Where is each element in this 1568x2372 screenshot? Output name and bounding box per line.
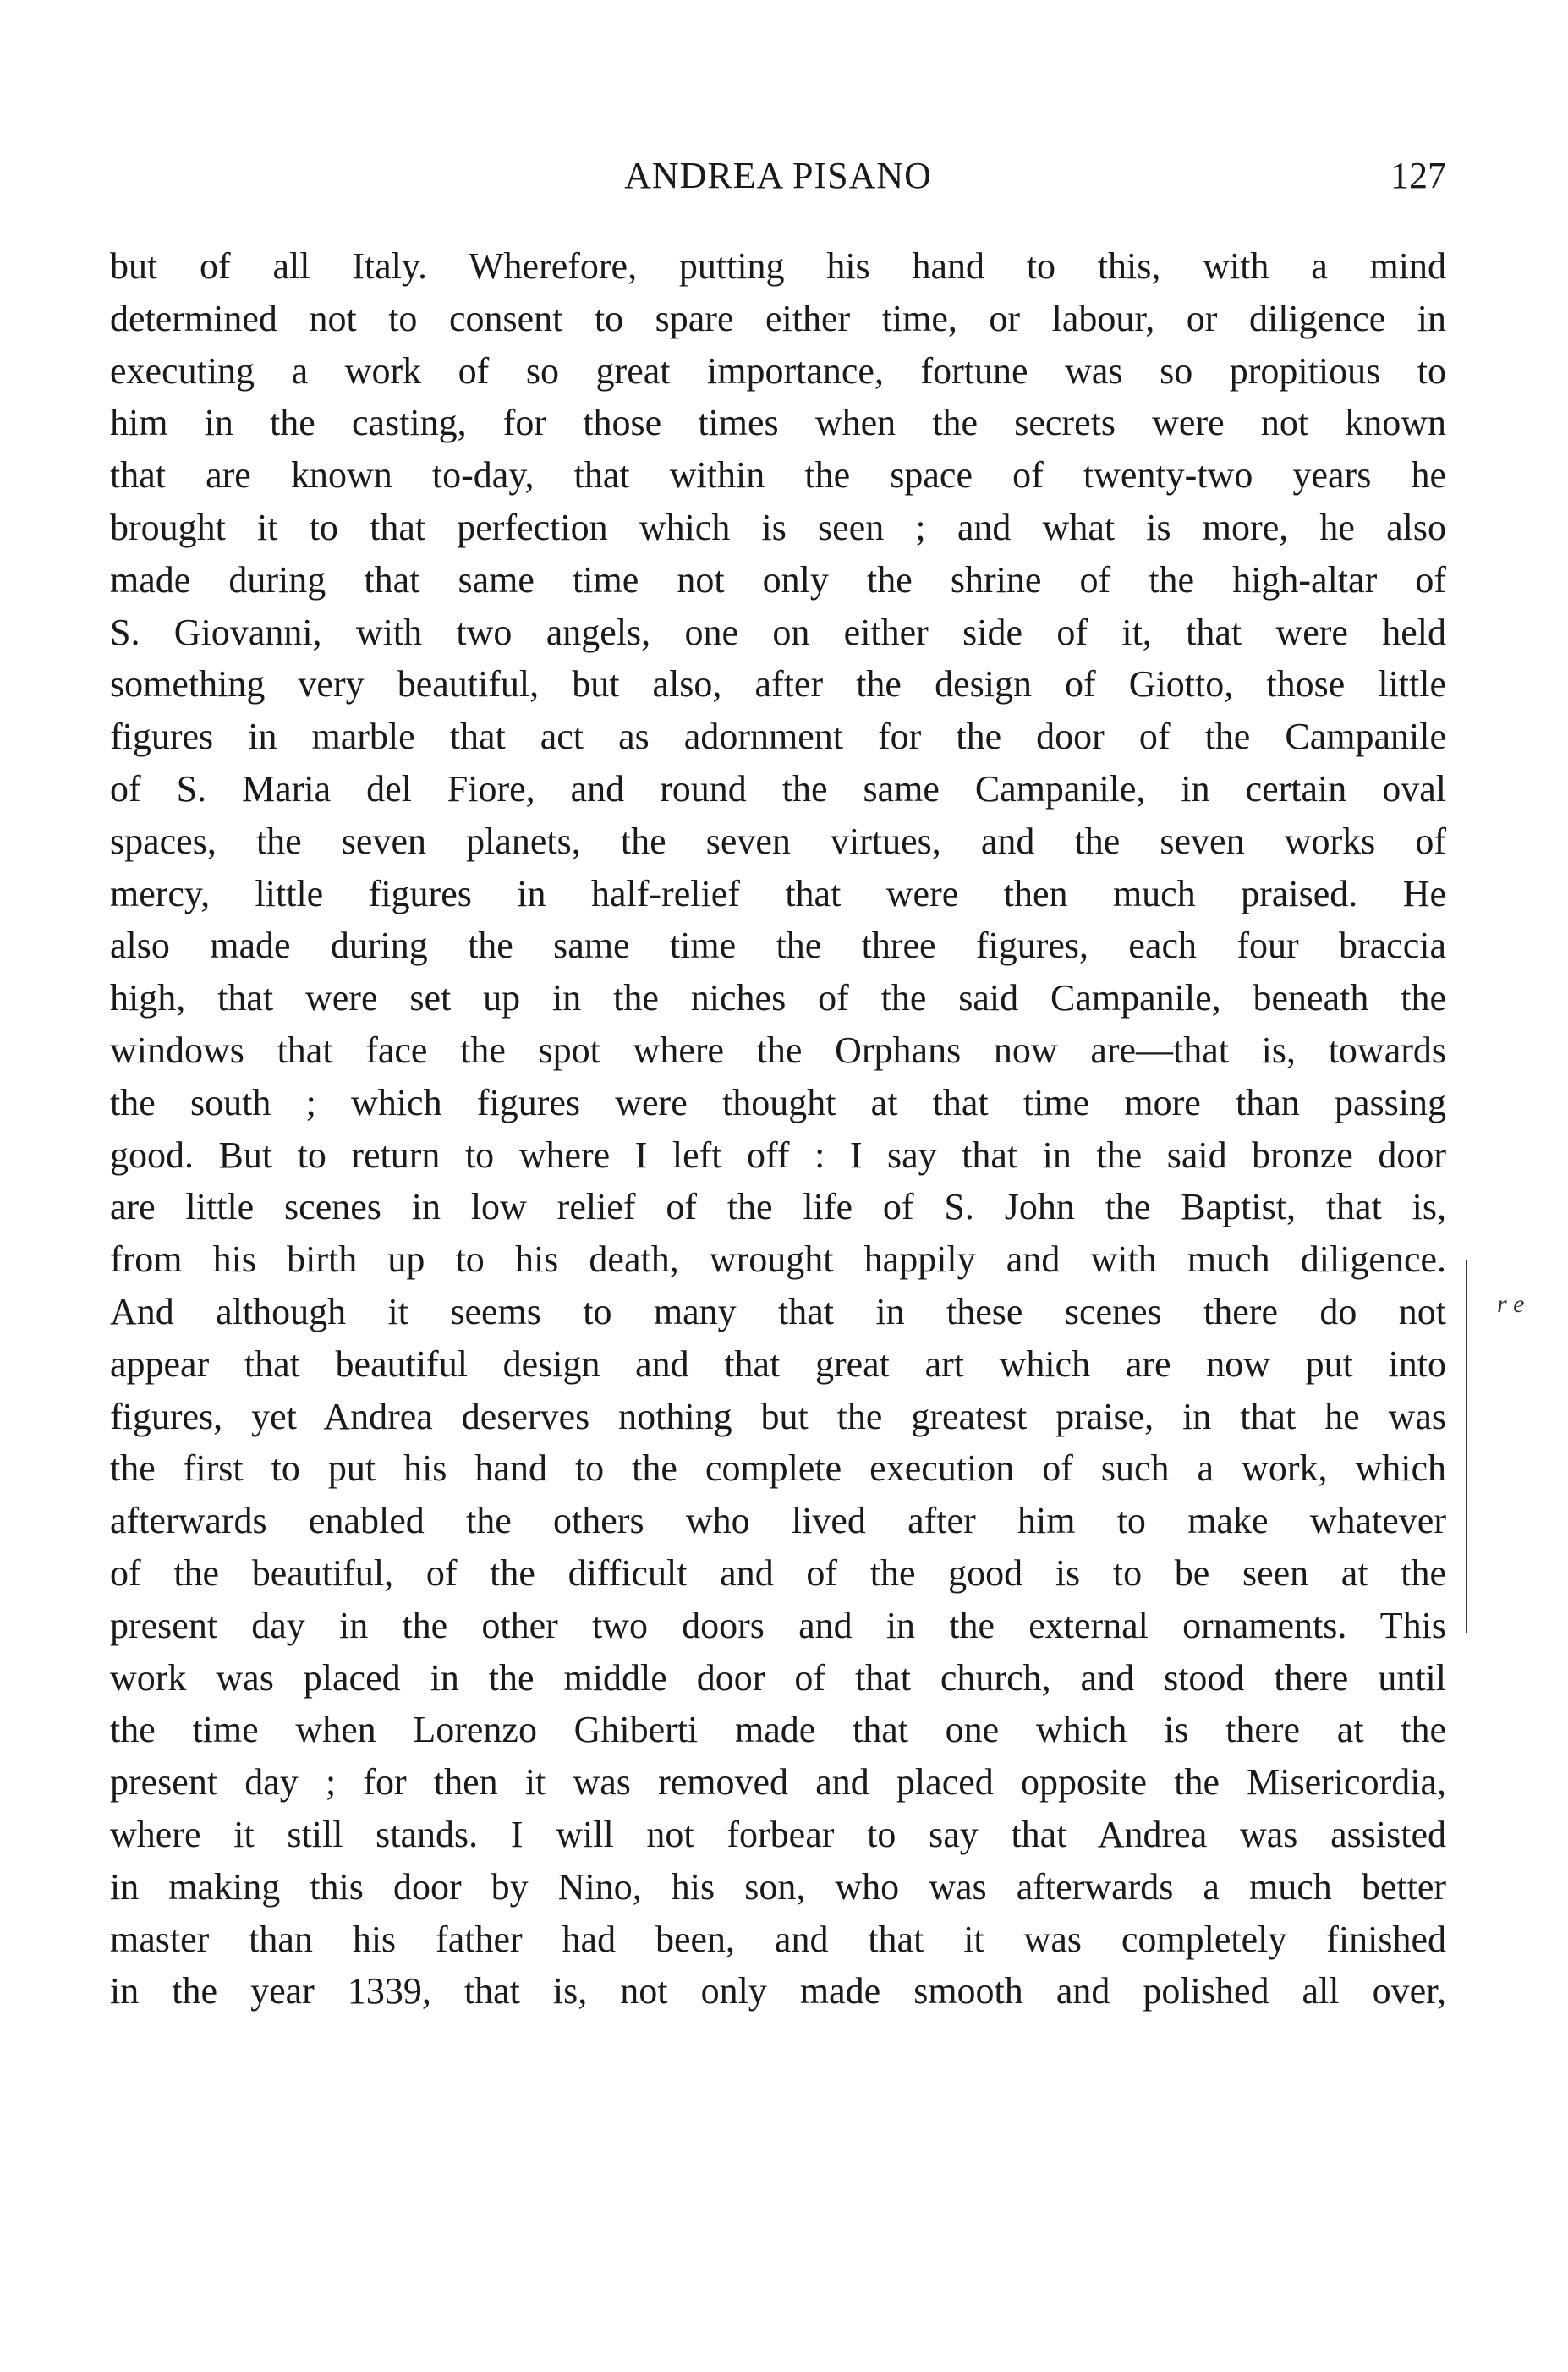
- text-line-10: figures in marble that act as adornment for the door of the Campanile: [110, 716, 1446, 758]
- text-line-26: of the beautiful, of the difficult and of the good is to be seen at the: [110, 1551, 1446, 1594]
- text-line-29: the time when Lorenzo Ghiberti made that one which is there at the: [110, 1709, 1446, 1751]
- page-number: 127: [1390, 155, 1446, 196]
- text-line-8: S. Giovanni, with two angels, one on either side of it, that were held: [110, 611, 1446, 653]
- text-line-22: appear that beautiful design and that great art which are now put into: [110, 1342, 1446, 1385]
- text-line-12: spaces, the seven planets, the seven virtues, and the seven works of: [110, 820, 1446, 862]
- running-head: [110, 154, 1446, 205]
- text-line-30: present day ; for then it was removed and placed opposite the Misericordia,: [110, 1761, 1446, 1804]
- text-line-31: where it still stands. I will not forbear to say that Andrea was assisted: [110, 1813, 1446, 1855]
- text-line-5: that are known to-day, that within the space of twenty-two years he: [110, 454, 1446, 497]
- text-line-20: from his birth up to his death, wrought happily and with much diligence.: [110, 1238, 1446, 1281]
- text-line-16: windows that face the spot where the Orphans now are—that is, towards: [110, 1029, 1446, 1071]
- text-line-17: the south ; which figures were thought at that time more than passing: [110, 1081, 1446, 1123]
- text-line-32: in making this door by Nino, his son, who was afterwards a much better: [110, 1865, 1446, 1908]
- body-text: [110, 240, 1446, 2018]
- text-line-23: figures, yet Andrea deserves nothing but the greatest praise, in that he was: [110, 1395, 1446, 1437]
- text-line-11: of S. Maria del Fiore, and round the same Campanile, in certain oval: [110, 767, 1446, 810]
- text-line-28: work was placed in the middle door of that church, and stood there until: [110, 1656, 1446, 1699]
- text-line-9: something very beautiful, but also, after the design of Giotto, those little: [110, 663, 1446, 706]
- running-title: ANDREA PISANO: [624, 155, 932, 196]
- text-line-3: executing a work of so great importance, fortune was so propitious to: [110, 349, 1446, 392]
- text-line-15: high, that were set up in the niches of the said Campanile, beneath the: [110, 977, 1446, 1019]
- text-line-19: are little scenes in low relief of the life of S. John the Baptist, that is,: [110, 1186, 1446, 1228]
- text-line-2: determined not to consent to spare either time, or labour, or diligence in: [110, 297, 1446, 339]
- text-line-18: good. But to return to where I left off : I say that in the said bronze door: [110, 1134, 1446, 1176]
- text-line-6: brought it to that perfection which is seen ; and what is more, he also: [110, 506, 1446, 548]
- text-line-33: master than his father had been, and that it was completely finished: [110, 1918, 1446, 1960]
- text-line-4: him in the casting, for those times when the secrets were not known: [110, 402, 1446, 444]
- text-line-14: also made during the same time the three figures, each four braccia: [110, 925, 1446, 967]
- text-line-1: but of all Italy. Wherefore, putting his hand to this, with a mind: [110, 245, 1446, 287]
- text-line-7: made during that same time not only the shrine of the high-altar of: [110, 558, 1446, 601]
- text-line-21: And although it seems to many that in these scenes there do not: [110, 1290, 1446, 1332]
- text-line-34: in the year 1339, that is, not only made smooth and polished all over,: [110, 1970, 1446, 2012]
- margin-bracket: [1450, 1260, 1467, 1633]
- text-line-24: the first to put his hand to the complete execution of such a work, which: [110, 1447, 1446, 1490]
- text-line-25: afterwards enabled the others who lived after him to make whatever: [110, 1500, 1446, 1542]
- text-line-13: mercy, little figures in half-relief that were then much praised. He: [110, 872, 1446, 914]
- margin-annotation: r e: [1497, 1290, 1525, 1318]
- text-line-27: present day in the other two doors and in the external ornaments. This: [110, 1604, 1446, 1646]
